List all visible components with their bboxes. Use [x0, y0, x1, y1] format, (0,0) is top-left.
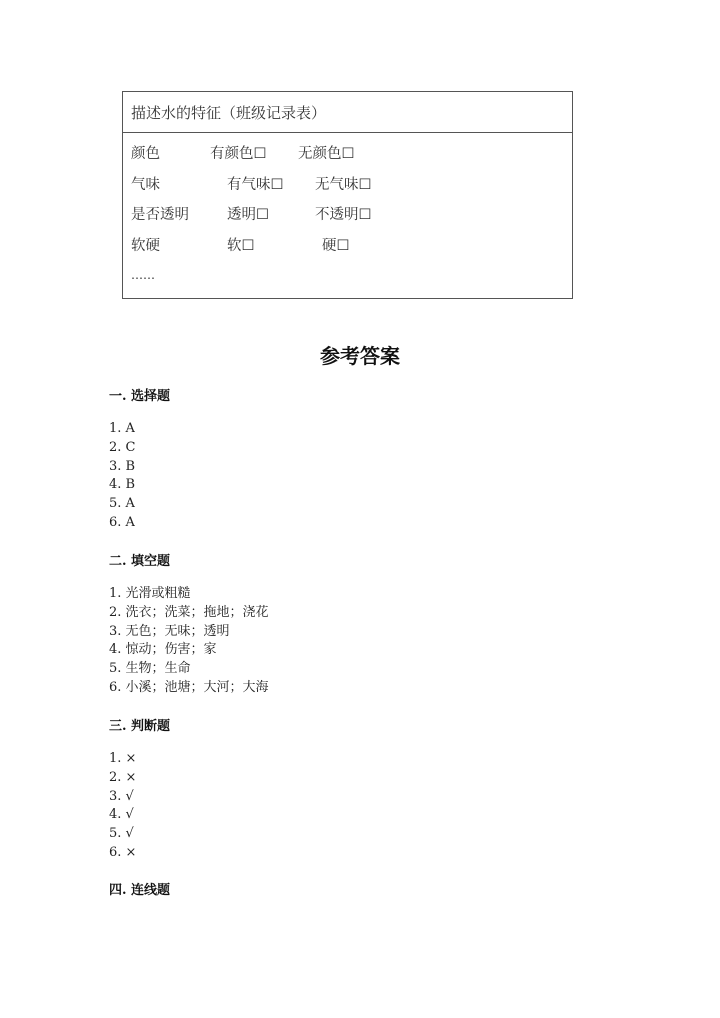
row-label: 颜色	[131, 146, 160, 162]
answer-item: 3. 无色；无味；透明	[109, 623, 230, 639]
answer-item: 5. 生物；生命	[109, 661, 191, 677]
section-heading: 三. 判断题	[109, 719, 171, 734]
answer-item: 4. 惊动；伤害；家	[109, 642, 217, 658]
answer-item: 6. 小溪；池塘；大河；大海	[109, 679, 269, 695]
answer-list	[109, 420, 135, 533]
answer-item: 5. √	[109, 826, 134, 842]
table-title: 描述水的特征（班级记录表）	[131, 104, 327, 122]
answer-item: 6. ×	[109, 844, 137, 860]
answer-item: 4. √	[109, 807, 134, 823]
answer-item: 3. B	[109, 458, 136, 474]
answer-item: 3. √	[109, 788, 134, 804]
option: 有颜色☐	[210, 146, 267, 162]
option: 透明☐	[227, 207, 269, 223]
water-features-table	[122, 91, 573, 299]
answer-item: 1. 光滑或粗糙	[109, 586, 191, 601]
answer-item: 1. A	[109, 421, 135, 436]
option: 软☐	[227, 238, 255, 254]
answer-item: 4. B	[109, 477, 136, 493]
answer-list	[109, 750, 136, 863]
option: 硬☐	[322, 238, 350, 254]
ellipsis: ……	[131, 268, 155, 282]
row-label: 是否透明	[131, 207, 189, 223]
answer-item: 2. ×	[109, 769, 137, 785]
answers-title: 参考答案	[320, 344, 400, 368]
answer-item: 1. ×	[109, 751, 137, 766]
answer-item: 2. C	[109, 439, 136, 455]
option: 无颜色☐	[298, 146, 355, 162]
section-heading: 一. 选择题	[109, 389, 171, 404]
answer-item: 2. 洗衣；洗菜；拖地；浇花	[109, 604, 269, 620]
option: 有气味☐	[227, 177, 284, 193]
answer-item: 6. A	[109, 514, 135, 530]
option: 无气味☐	[315, 177, 372, 193]
table-header	[123, 92, 572, 133]
section-heading: 二. 填空题	[109, 554, 171, 569]
row-label: 软硬	[131, 238, 160, 254]
option: 不透明☐	[315, 207, 372, 223]
answer-item: 5. A	[109, 496, 135, 512]
row-label: 气味	[131, 177, 160, 193]
section-heading: 四. 连线题	[109, 883, 171, 898]
answer-list	[109, 585, 269, 698]
